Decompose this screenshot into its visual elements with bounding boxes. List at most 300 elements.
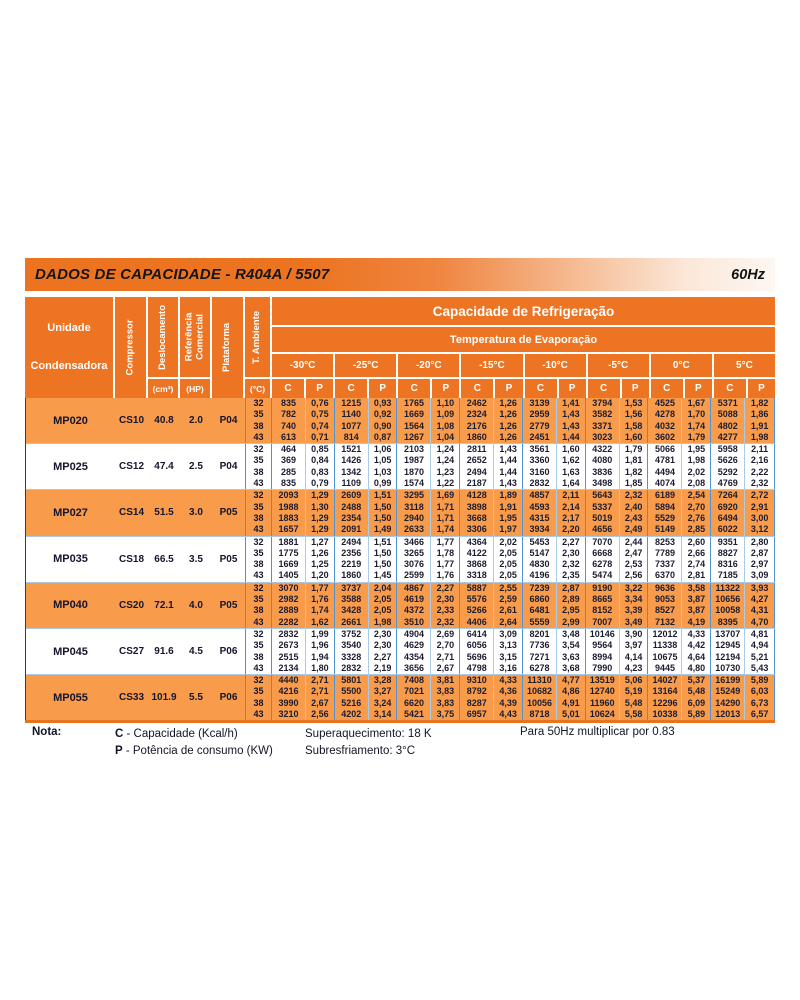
power-cell: 0,79 (306, 478, 335, 489)
note-def-p-text: - Potência de consumo (KW) (122, 745, 273, 757)
power-cell: 3,81 (431, 675, 460, 686)
capacity-cell: 4122 (460, 548, 494, 559)
note-subcooling: Subresfriamento: 3°C (305, 745, 416, 757)
power-cell: 6,73 (750, 697, 769, 708)
power-cell: 2,30 (369, 640, 398, 651)
capacity-grid (272, 490, 775, 535)
power-cell: 4,80 (682, 663, 711, 674)
capacity-cell: 8152 (586, 605, 620, 616)
capacity-cell: 12012 (648, 629, 682, 640)
power-cell: 1,81 (620, 455, 649, 466)
capacity-cell: 3265 (397, 548, 431, 559)
compressor-value: CS12 (118, 461, 144, 473)
capacity-cell: 1405 (272, 570, 306, 581)
ambient-value: 38 (253, 512, 264, 523)
power-cell: 1,98 (369, 617, 398, 628)
capacity-cell: 2176 (460, 421, 494, 432)
capacity-cell: 3510 (397, 617, 431, 628)
capacity-cell: 5626 (711, 455, 745, 466)
capacity-cell: 3295 (397, 490, 431, 501)
capacity-cell: 7185 (711, 570, 745, 581)
power-cell: 1,29 (306, 513, 335, 524)
capacity-cell: 2779 (523, 421, 557, 432)
power-cell: 2,16 (750, 455, 769, 466)
power-cell: 1,79 (620, 444, 649, 455)
ambient-value: 38 (253, 466, 264, 477)
displacement-label: Deslocamento (156, 304, 168, 370)
capacity-cell: 14027 (648, 675, 682, 686)
platform-value: P05 (219, 553, 238, 565)
ambient-value: 35 (253, 594, 264, 605)
capacity-cell: 12740 (586, 686, 620, 697)
power-cell: 2,19 (369, 663, 398, 674)
power-cell: 2,95 (557, 605, 586, 616)
power-cell: 4,70 (750, 616, 769, 627)
power-cell: 2,56 (620, 570, 649, 581)
platform-label: Plataforma (221, 322, 233, 373)
capacity-cell: 285 (272, 467, 306, 478)
note-conditions (305, 726, 432, 760)
power-cell: 3,34 (620, 594, 649, 605)
power-cell: 1,29 (306, 524, 335, 535)
ambient-value: 43 (253, 709, 264, 720)
power-cell: 3,24 (369, 698, 398, 709)
capacity-cell: 1988 (272, 502, 306, 513)
hp-value: 5.5 (189, 692, 203, 704)
capacity-grid (272, 583, 775, 628)
temp-header-0: -30°C (272, 354, 333, 377)
power-cell: 1,85 (620, 478, 649, 489)
power-col-header-6: P (685, 379, 712, 398)
ambient-column (245, 537, 272, 582)
capacity-cell: 2354 (335, 513, 369, 524)
power-cell: 1,50 (369, 559, 398, 570)
capacity-cell: 6278 (523, 663, 557, 674)
capacity-cell: 8395 (711, 617, 745, 628)
capacity-cell: 2494 (335, 537, 369, 548)
power-cell: 0,90 (369, 421, 398, 432)
capacity-cell: 1765 (397, 398, 431, 409)
power-cell: 3,87 (682, 605, 711, 616)
power-cell: 2,17 (557, 513, 586, 524)
capacity-cell: 3794 (586, 398, 620, 409)
power-cell: 3,63 (557, 652, 586, 663)
capacity-grid (272, 444, 775, 489)
capacity-cell: 5576 (460, 594, 494, 605)
capacity-cell: 7408 (397, 675, 431, 686)
capacity-cell: 2187 (460, 478, 494, 489)
power-cell: 2,54 (682, 490, 711, 501)
ambient-value: 43 (253, 616, 264, 627)
power-cell: 2,11 (751, 444, 769, 455)
capacity-cell: 3898 (460, 502, 494, 513)
power-cell: 1,50 (369, 548, 398, 559)
power-cell: 1,99 (306, 629, 335, 640)
power-cell: 2,32 (750, 478, 769, 489)
capacity-cell: 9445 (648, 663, 682, 674)
capacity-cell: 3118 (397, 502, 431, 513)
power-cell: 0,83 (306, 467, 335, 478)
note-def-c-text: - Capacidade (Kcal/h) (123, 728, 238, 740)
power-cell: 6,57 (750, 709, 769, 720)
power-cell: 4,42 (682, 640, 711, 651)
capacity-cell: 4277 (711, 432, 745, 443)
capacity-cell: 2959 (523, 409, 557, 420)
power-cell: 1,91 (750, 420, 769, 431)
power-cell: 6,09 (682, 698, 711, 709)
power-cell: 5,37 (682, 675, 711, 686)
capacity-cell: 1342 (335, 467, 369, 478)
power-cell: 1,03 (369, 467, 398, 478)
capacity-cell: 6494 (711, 513, 745, 524)
capacity-cell: 5088 (711, 409, 745, 420)
power-cell: 2,43 (620, 513, 649, 524)
column-header-ambient (245, 297, 270, 398)
table-header (25, 297, 775, 398)
capacity-cell: 10656 (711, 594, 745, 605)
capacity-cell: 5147 (523, 548, 557, 559)
capacity-cell: 4619 (397, 594, 431, 605)
power-cell: 1,79 (682, 432, 711, 443)
power-cell: 1,26 (494, 432, 523, 443)
capacity-cell: 5216 (335, 698, 369, 709)
capacity-cell: 1860 (335, 570, 369, 581)
power-cell: 4,81 (750, 628, 769, 639)
ambient-value: 38 (253, 697, 264, 708)
hp-value: 3.5 (189, 553, 203, 565)
ambient-value: 43 (253, 570, 264, 581)
power-cell: 2,55 (494, 583, 523, 594)
power-cell: 1,26 (494, 421, 523, 432)
capacity-cell: 13707 (711, 629, 745, 640)
capacity-cell: 5529 (648, 513, 682, 524)
capacity-cell: 11960 (586, 698, 620, 709)
capacity-cell: 3160 (523, 467, 557, 478)
power-cell: 1,45 (369, 570, 398, 581)
capacity-cell: 3466 (397, 537, 431, 548)
capacity-grid (272, 398, 775, 443)
power-cell: 2,70 (682, 502, 711, 513)
note-label: Nota: (32, 726, 62, 738)
power-cell: 5,06 (620, 675, 649, 686)
power-col-header-5: P (622, 379, 649, 398)
power-cell: 2,14 (557, 502, 586, 513)
capacity-cell: 10730 (711, 663, 745, 674)
power-cell: 2,05 (369, 605, 398, 616)
power-cell: 1,95 (682, 444, 711, 455)
power-cell: 0,71 (306, 432, 335, 443)
power-cell: 5,58 (620, 709, 649, 720)
capacity-cell: 8792 (460, 686, 494, 697)
capacity-cell: 7239 (523, 583, 557, 594)
power-cell: 0,75 (306, 409, 335, 420)
capacity-cell: 2091 (335, 524, 369, 535)
power-cell: 1,56 (620, 409, 649, 420)
displacement-value: 40.8 (154, 415, 174, 427)
capacity-cell: 9636 (648, 583, 682, 594)
capacity-cell: 2940 (397, 513, 431, 524)
power-cell: 2,87 (557, 583, 586, 594)
capacity-cell: 1883 (272, 513, 306, 524)
power-cell: 2,81 (682, 570, 711, 581)
power-cell: 0,93 (369, 398, 398, 409)
power-cell: 2,02 (682, 467, 711, 478)
power-cell: 5,48 (682, 686, 711, 697)
capacity-cell: 2661 (335, 617, 369, 628)
capacity-cell: 5292 (711, 467, 745, 478)
capacity-cell: 10058 (711, 605, 745, 616)
power-cell: 4,23 (620, 663, 649, 674)
power-cell: 2,27 (557, 537, 586, 548)
compressor-value: CS14 (118, 507, 144, 519)
capacity-cell: 4867 (397, 583, 431, 594)
power-cell: 5,48 (620, 698, 649, 709)
unit-block-mp025 (26, 443, 775, 489)
power-cell: 2,59 (494, 594, 523, 605)
capacity-cell: 4080 (586, 455, 620, 466)
power-cell: 2,05 (494, 548, 523, 559)
evaporation-title: Temperatura de Evaporação (272, 327, 775, 352)
capacity-cell: 2832 (272, 629, 306, 640)
power-cell: 1,60 (620, 432, 649, 443)
power-cell: 2,69 (431, 629, 460, 640)
capacity-cell: 12013 (711, 709, 745, 720)
power-cell: 5,19 (620, 686, 649, 697)
capacity-header-group (272, 297, 775, 398)
power-col-header-7: P (748, 379, 775, 398)
capacity-cell: 10675 (648, 652, 682, 663)
capacity-cell: 2609 (335, 490, 369, 501)
capacity-cell: 5421 (397, 709, 431, 720)
unit-name: MP027 (53, 506, 88, 519)
capacity-col-header-4: C (525, 379, 557, 398)
capacity-cell: 8287 (460, 698, 494, 709)
ambient-value: 35 (253, 640, 264, 651)
capacity-cell: 2324 (460, 409, 494, 420)
ambient-value: 32 (253, 628, 264, 639)
power-cell: 3,49 (620, 617, 649, 628)
capacity-cell: 6620 (397, 698, 431, 709)
column-header-reference (180, 297, 210, 398)
power-cell: 1,24 (431, 455, 460, 466)
capacity-cell: 3070 (272, 583, 306, 594)
capacity-cell: 4032 (648, 421, 682, 432)
capacity-cell: 7736 (523, 640, 557, 651)
ambient-value: 32 (253, 444, 264, 455)
capacity-cell: 4593 (523, 502, 557, 513)
capacity-cell: 5371 (711, 398, 745, 409)
page-title: DADOS DE CAPACIDADE - R404A / 5507 (35, 266, 330, 283)
power-cell: 1,97 (494, 524, 523, 535)
capacity-cell: 2488 (335, 502, 369, 513)
capacity-cell: 5958 (711, 444, 745, 455)
capacity-cell: 2093 (272, 490, 306, 501)
capacity-cell: 6056 (460, 640, 494, 651)
capacity-grid (272, 675, 775, 720)
capacity-cell: 7990 (586, 663, 620, 674)
power-cell: 2,70 (431, 640, 460, 651)
capacity-cell: 6668 (586, 548, 620, 559)
capacity-cell: 5894 (648, 502, 682, 513)
unit-name: MP045 (53, 645, 88, 658)
power-cell: 3,12 (750, 524, 769, 535)
power-cell: 3,83 (431, 686, 460, 697)
power-cell: 1,06 (369, 444, 398, 455)
capacity-cell: 5453 (523, 537, 557, 548)
power-cell: 1,50 (369, 513, 398, 524)
column-header-displacement (148, 297, 178, 398)
power-cell: 1,80 (306, 663, 335, 674)
ambient-value: 35 (253, 455, 264, 466)
power-cell: 2,49 (620, 524, 649, 535)
capacity-cell: 8201 (523, 629, 557, 640)
capacity-cell: 2811 (460, 444, 494, 455)
capacity-cell: 5019 (586, 513, 620, 524)
capacity-cell: 814 (335, 432, 369, 443)
compressor-label: Compressor (124, 319, 136, 376)
capacity-cell: 7007 (586, 617, 620, 628)
ambient-value: 43 (253, 662, 264, 673)
displacement-value: 72.1 (154, 599, 174, 611)
displacement-label-wrap (148, 297, 178, 377)
reference-label (184, 313, 206, 362)
power-cell: 4,33 (494, 675, 523, 686)
capacity-cell: 5337 (586, 502, 620, 513)
power-cell: 2,35 (557, 570, 586, 581)
compressor-value: CS10 (118, 415, 144, 427)
power-cell: 3,27 (369, 686, 398, 697)
capacity-cell: 1564 (397, 421, 431, 432)
power-cell: 0,92 (369, 409, 398, 420)
power-cell: 1,20 (306, 570, 335, 581)
power-cell: 2,32 (431, 617, 460, 628)
capacity-cell: 7337 (648, 559, 682, 570)
ambient-value: 32 (253, 536, 264, 547)
capacity-cell: 3139 (523, 398, 557, 409)
capacity-cell: 15249 (711, 686, 745, 697)
capacity-cell: 6920 (711, 502, 745, 513)
displacement-unit-label: (cm³) (148, 377, 178, 398)
capacity-cell: 9351 (711, 537, 745, 548)
power-cell: 4,91 (557, 698, 586, 709)
ambient-value: 35 (253, 686, 264, 697)
capacity-cell: 1077 (335, 421, 369, 432)
capacity-cell: 12194 (711, 652, 745, 663)
power-cell: 2,87 (750, 547, 769, 558)
ambient-value: 38 (253, 605, 264, 616)
power-cell: 1,05 (369, 455, 398, 466)
ambient-column (245, 629, 272, 674)
hp-value: 4.0 (189, 599, 203, 611)
capacity-cell: 3371 (586, 421, 620, 432)
capacity-cell: 7021 (397, 686, 431, 697)
ambient-unit-label: (°C) (245, 377, 270, 398)
note-def-p-letter: P (115, 745, 123, 757)
power-cell: 2,22 (750, 466, 769, 477)
capacity-cell: 6189 (648, 490, 682, 501)
power-cell: 1,23 (431, 467, 460, 478)
capacity-cell: 4406 (460, 617, 494, 628)
capacity-cell: 4128 (460, 490, 494, 501)
capacity-cell: 1215 (335, 398, 369, 409)
power-cell: 2,05 (494, 570, 523, 581)
capacity-cell: 5643 (586, 490, 620, 501)
power-cell: 4,33 (682, 629, 711, 640)
capacity-cell: 6278 (586, 559, 620, 570)
capacity-cell: 3076 (397, 559, 431, 570)
ambient-column (245, 490, 272, 535)
capacity-cell: 2832 (523, 478, 557, 489)
power-cell: 2,05 (369, 594, 398, 605)
power-cell: 5,89 (750, 675, 769, 686)
temp-header-7: 5°C (714, 354, 775, 377)
note-def-power (115, 743, 273, 760)
capacity-cell: 3023 (586, 432, 620, 443)
capacity-table (25, 297, 775, 723)
displacement-value: 91.6 (154, 646, 174, 658)
power-cell: 3,28 (369, 675, 398, 686)
power-cell: 2,11 (557, 490, 586, 501)
capacity-cell: 2134 (272, 663, 306, 674)
note-def-capacity (115, 726, 273, 743)
power-cell: 1,94 (306, 652, 335, 663)
capacity-col-header-5: C (588, 379, 620, 398)
capacity-cell: 1669 (272, 559, 306, 570)
capacity-cell: 5266 (460, 605, 494, 616)
power-cell: 1,76 (306, 594, 335, 605)
capacity-cell: 3588 (335, 594, 369, 605)
power-cell: 0,87 (369, 432, 398, 443)
power-cell: 3,22 (620, 583, 649, 594)
capacity-cell: 1657 (272, 524, 306, 535)
power-cell: 1,29 (306, 490, 335, 501)
capacity-col-header-2: C (398, 379, 430, 398)
power-cell: 2,60 (682, 537, 711, 548)
column-header-compressor (115, 297, 146, 398)
capacity-cell: 2652 (460, 455, 494, 466)
capacity-cell: 4656 (586, 524, 620, 535)
displacement-value: 101.9 (151, 692, 177, 704)
power-cell: 4,19 (682, 617, 711, 628)
power-cell: 4,86 (557, 686, 586, 697)
power-cell: 1,43 (557, 421, 586, 432)
cp-row (272, 379, 775, 398)
power-col-header-2: P (432, 379, 459, 398)
power-cell: 2,30 (431, 594, 460, 605)
power-cell: 1,53 (620, 398, 649, 409)
power-cell: 2,30 (557, 548, 586, 559)
unit-name: MP020 (53, 414, 88, 427)
capacity-cell: 2832 (335, 663, 369, 674)
ambient-value: 43 (253, 478, 264, 489)
ambient-value: 32 (253, 582, 264, 593)
temp-header-4: -10°C (525, 354, 586, 377)
hp-value: 2.0 (189, 415, 203, 427)
temp-header-2: -20°C (398, 354, 459, 377)
power-cell: 1,77 (431, 537, 460, 548)
capacity-col-header-7: C (714, 379, 746, 398)
capacity-cell: 2494 (460, 467, 494, 478)
unit-block-mp027 (26, 489, 775, 535)
note-superheat: Superaquecimento: 18 K (305, 728, 432, 740)
power-cell: 2,44 (620, 537, 649, 548)
capacity-col-header-1: C (335, 379, 367, 398)
capacity-cell: 4525 (648, 398, 682, 409)
footnote (25, 726, 775, 766)
power-cell: 0,99 (369, 478, 398, 489)
capacity-cell: 4494 (648, 467, 682, 478)
power-cell: 1,44 (494, 455, 523, 466)
